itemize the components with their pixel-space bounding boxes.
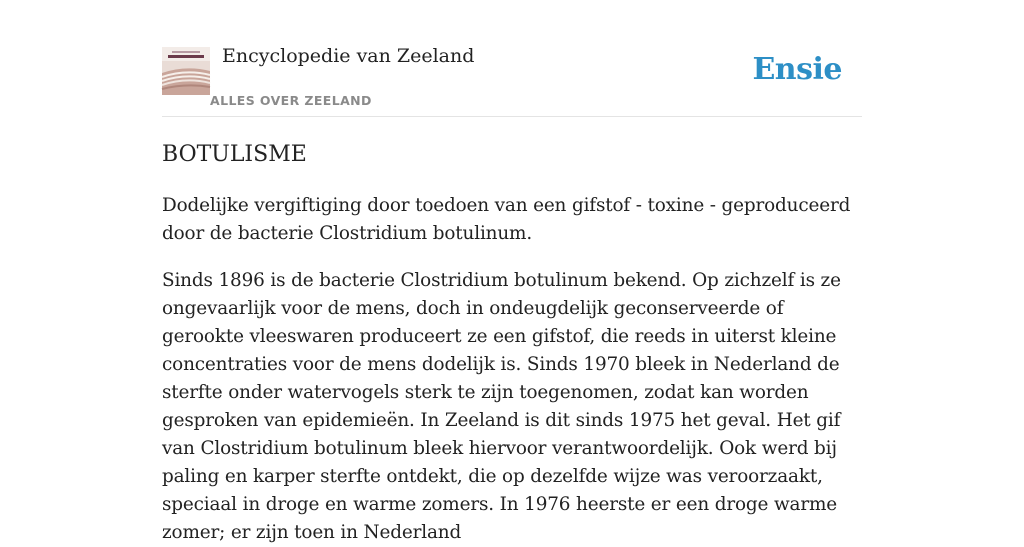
- ensie-logo-link[interactable]: Ensie: [752, 52, 842, 87]
- site-avatar[interactable]: [162, 47, 210, 95]
- site-title[interactable]: Encyclopedie van Zeeland: [222, 45, 475, 67]
- article-title: BOTULISME: [162, 142, 307, 167]
- site-tagline: ALLES OVER ZEELAND: [210, 93, 372, 108]
- article: [162, 140, 862, 547]
- book-pages-icon: [162, 47, 210, 95]
- site-header: [162, 40, 862, 117]
- article-paragraph: Dodelijke vergiftiging door toedoen van een gifstof - toxine - geproduceerd door de bacterie Clostridium botulinum.: [162, 195, 851, 244]
- article-paragraph: Sinds 1896 is de bacterie Clostridium botulinum bekend. Op zichzelf is ze ongevaarlijk voor de mens, doch in ondeugdelijk geconserveerde of gerookte vleeswaren produceert ze een gifstof, die reeds in uiterst kleine concentraties voor de mens dodelijk is. Sinds 1970 bleek in Nederland de sterfte onder watervogels sterk te zijn toegenomen, zodat kan worden gesproken van epidemieën. In Zeeland is dit sinds 1975 het geval. Het gif van Clostridium botulinum bleek hiervoor verantwoordelijk. Ook werd bij paling en karper sterfte ontdekt, die op dezelfde wijze was veroorzaakt, speciaal in droge en warme zomers. In 1976 heerste er een droge warme zomer; er zijn toen in Nederland: [162, 270, 841, 543]
